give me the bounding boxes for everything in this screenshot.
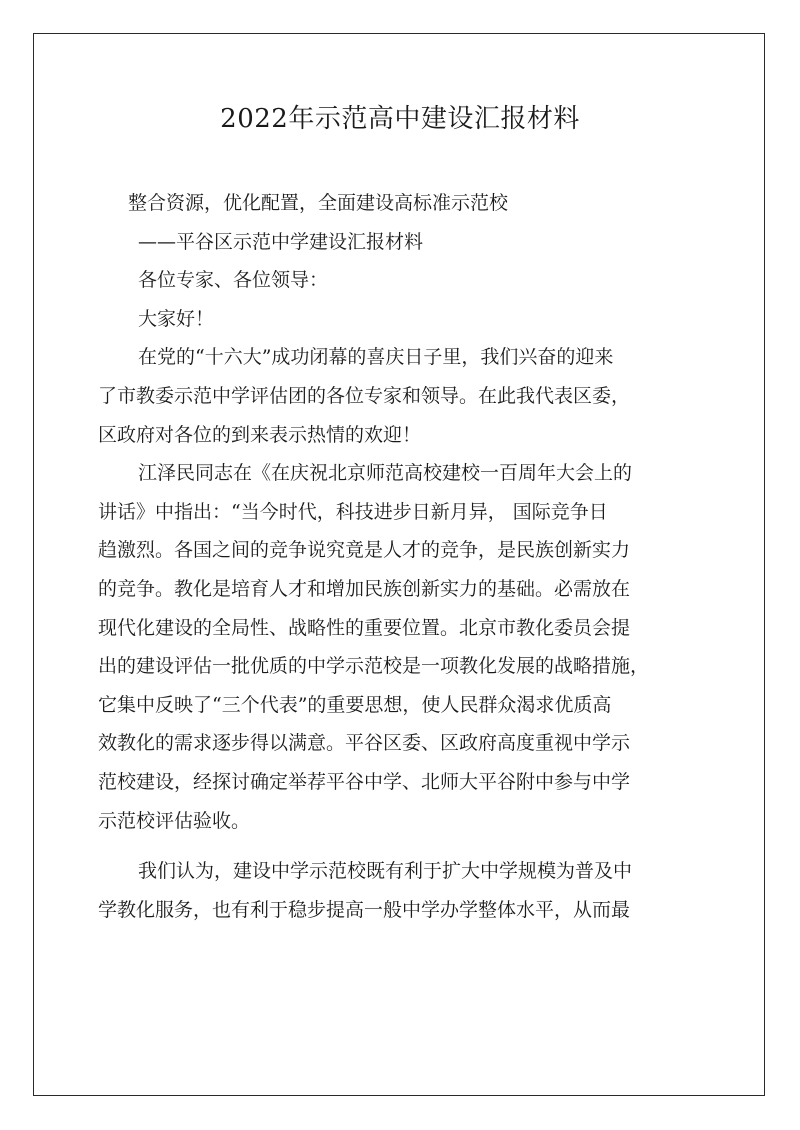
paragraph-line: 的竞争。教化是培育人才和增加民族创新实力的基础。必需放在 [98, 577, 631, 600]
paragraph-line: 现代化建设的全局性、战略性的重要位置。北京市教化委员会提 [98, 616, 631, 639]
paragraph-line: 趋激烈。各国之间的竞争说究竟是人才的竞争，是民族创新实力 [98, 539, 631, 562]
paragraph-line: 它集中反映了“三个代表”的重要思想，使人民群众渴求优质高 [98, 693, 612, 716]
paragraph-line: 示范校评估验收。 [98, 809, 251, 832]
paragraph-1 [98, 338, 718, 454]
paragraph-line: 学教化服务，也有利于稳步提高一般中学办学整体水平，从而最 [98, 898, 631, 921]
document-title: 2022年示范高中建设汇报材料 [220, 104, 580, 134]
paragraph-spacer [98, 840, 718, 852]
paragraph-line: 讲话》中指出：“当今时代，科技进步日新月异， 国际竞争日 [98, 500, 608, 523]
greeting: 大家好！ [138, 307, 215, 330]
paragraph-2 [98, 454, 718, 840]
salutation: 各位专家、各位领导： [138, 269, 329, 292]
subtitle-source: ——平谷区示范中学建设汇报材料 [138, 230, 424, 253]
subtitle: 整合资源，优化配置，全面建设高标准示范校 [128, 192, 509, 214]
paragraph-line: 在党的“十六大”成功闭幕的喜庆日子里，我们兴奋的迎来 [138, 346, 614, 369]
paragraph-line: 我们认为，建设中学示范校既有利于扩大中学规模为普及中 [138, 860, 633, 883]
paragraph-line: 区政府对各位的到来表示热情的欢迎！ [98, 423, 422, 446]
paragraph-line: 范校建设，经探讨确定举荐平谷中学、北师大平谷附中参与中学 [98, 770, 631, 793]
document-body [98, 184, 718, 929]
paragraph-line: 了市教委示范中学评估团的各位专家和领导。在此我代表区委， [98, 384, 631, 407]
paragraph-line: 出的建设评估一批优质的中学示范校是一项教化发展的战略措施， [98, 655, 650, 678]
paragraph-line: 江泽民同志在《在庆祝北京师范高校建校一百周年大会上的 [138, 462, 633, 485]
paragraph-line: 效教化的需求逐步得以满意。平谷区委、区政府高度重视中学示 [98, 732, 631, 755]
paragraph-3 [98, 852, 718, 929]
